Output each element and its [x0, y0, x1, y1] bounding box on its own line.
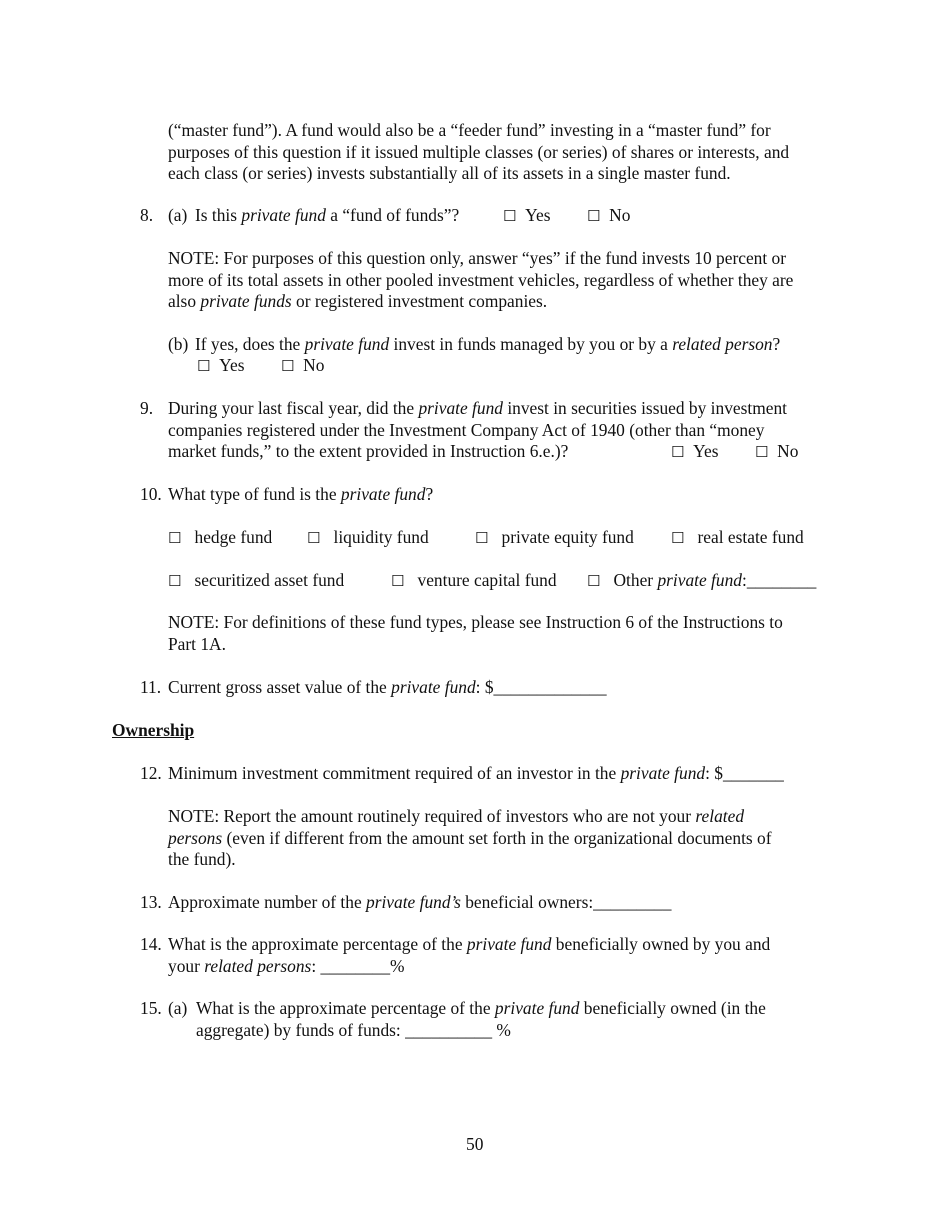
question-8a-no-option[interactable] [587, 205, 630, 228]
intro-line: purposes of this question if it issued multiple classes (or series) of shares or interests, and [168, 141, 790, 162]
note-line: NOTE: For definitions of these fund types, please see Instruction 6 of the Instructions to [168, 612, 783, 632]
no-label: No [303, 355, 325, 375]
checkbox-icon[interactable]: ☐ [475, 529, 489, 547]
note-line: Part 1A. [168, 633, 226, 654]
question-line: companies registered under the Investment Company Act of 1940 (other than “money [168, 419, 765, 440]
fund-type-option-venture-capital[interactable] [391, 570, 557, 593]
note-line: also private funds or registered investment companies. [168, 291, 548, 311]
option-label: Other private fund:________ [613, 570, 817, 590]
question-8b-text: If yes, does the private fund invest in funds managed by you or by a related person? [195, 334, 781, 354]
question-8-note [168, 248, 793, 313]
question-11-text: Current gross asset value of the private fund: $_____________ [168, 677, 607, 697]
question-12-text: Minimum investment commitment required of an investor in the private fund: $_______ [168, 763, 784, 783]
question-9-number: 9. [140, 398, 154, 418]
question-13-text: Approximate number of the private fund’s beneficial owners:_________ [168, 892, 672, 912]
beneficial-owners-field[interactable]: beneficial owners:_________ [460, 892, 672, 912]
funds-of-funds-percent-field[interactable]: aggregate) by funds of funds: __________ % [196, 1019, 511, 1040]
question-12-number: 12. [140, 763, 162, 783]
checkbox-icon[interactable]: ☐ [671, 443, 685, 461]
checkbox-icon[interactable]: ☐ [671, 529, 685, 547]
checkbox-icon[interactable]: ☐ [587, 572, 601, 590]
intro-line: (“master fund”). A fund would also be a “feeder fund” investing in a “master fund” for [168, 120, 771, 140]
question-line: What is the approximate percentage of the private fund beneficially owned (in the [196, 998, 766, 1018]
intro-line: each class (or series) invests substantially all of its assets in a single master fund. [168, 163, 731, 183]
question-15a-text [196, 998, 766, 1041]
minimum-investment-field[interactable]: : $_______ [705, 763, 784, 783]
option-label: private equity fund [501, 527, 634, 547]
checkbox-icon[interactable]: ☐ [197, 357, 211, 375]
note-line: more of its total assets in other pooled investment vehicles, regardless of whether they are [168, 269, 794, 290]
question-15a-label: (a) [168, 998, 188, 1018]
checkbox-icon[interactable]: ☐ [587, 207, 601, 225]
question-8b-label: (b) [168, 334, 189, 354]
fund-type-option-liquidity[interactable] [307, 527, 429, 550]
question-8b-no-option[interactable] [281, 355, 324, 378]
checkbox-icon[interactable]: ☐ [755, 443, 769, 461]
note-line: persons (even if different from the amount set forth in the organizational documents of [168, 827, 772, 848]
no-label: No [609, 205, 631, 225]
fund-type-option-other[interactable] [587, 570, 816, 593]
yes-label: Yes [525, 205, 551, 225]
question-9-yes-option[interactable] [671, 441, 718, 464]
fund-type-option-hedge[interactable] [168, 527, 272, 550]
question-10-note [168, 612, 783, 655]
option-label: venture capital fund [417, 570, 557, 590]
question-13-number: 13. [140, 892, 162, 912]
fund-type-option-real-estate[interactable] [671, 527, 804, 550]
option-label: real estate fund [697, 527, 804, 547]
note-line: NOTE: For purposes of this question only, answer “yes” if the fund invests 10 percent or [168, 248, 787, 268]
question-12-note [168, 806, 772, 871]
checkbox-icon[interactable]: ☐ [391, 572, 405, 590]
question-10-text: What type of fund is the private fund? [168, 484, 434, 504]
question-11-number: 11. [140, 677, 162, 697]
yes-label: Yes [693, 441, 719, 461]
question-8a-label: (a) [168, 205, 188, 225]
intro-paragraph [168, 120, 789, 185]
checkbox-icon[interactable]: ☐ [168, 529, 182, 547]
question-line: What is the approximate percentage of the private fund beneficially owned by you and [168, 934, 771, 954]
question-10-number: 10. [140, 484, 162, 504]
note-line: the fund). [168, 849, 236, 869]
question-14-text [168, 934, 770, 977]
fund-type-option-private-equity[interactable] [475, 527, 634, 550]
page-number: 50 [466, 1134, 484, 1154]
yes-label: Yes [219, 355, 245, 375]
option-label: liquidity fund [333, 527, 429, 547]
question-8a-yes-option[interactable] [503, 205, 550, 228]
ownership-percent-field[interactable]: : ________% [311, 955, 405, 976]
question-8-number: 8. [140, 205, 154, 225]
option-label: hedge fund [194, 527, 273, 547]
no-label: No [777, 441, 799, 461]
gross-asset-value-field[interactable]: : $_____________ [475, 677, 607, 697]
checkbox-icon[interactable]: ☐ [503, 207, 517, 225]
question-line: market funds,” to the extent provided in Instruction 6.e.)? [168, 441, 569, 461]
question-14-number: 14. [140, 934, 162, 954]
checkbox-icon[interactable]: ☐ [168, 572, 182, 590]
question-8a-text: Is this private fund a “fund of funds”? [195, 205, 460, 225]
question-8b-yes-option[interactable] [197, 355, 244, 378]
question-line: your related persons: ________% [168, 955, 405, 976]
note-line: NOTE: Report the amount routinely required of investors who are not your related [168, 806, 745, 826]
question-line: During your last fiscal year, did the private fund invest in securities issued by investment [168, 398, 787, 418]
question-15-number: 15. [140, 998, 162, 1018]
option-label: securitized asset fund [194, 570, 345, 590]
fund-type-option-securitized-asset[interactable] [168, 570, 344, 593]
question-9-no-option[interactable] [755, 441, 798, 464]
checkbox-icon[interactable]: ☐ [307, 529, 321, 547]
checkbox-icon[interactable]: ☐ [281, 357, 295, 375]
section-heading-ownership: Ownership [112, 720, 195, 740]
